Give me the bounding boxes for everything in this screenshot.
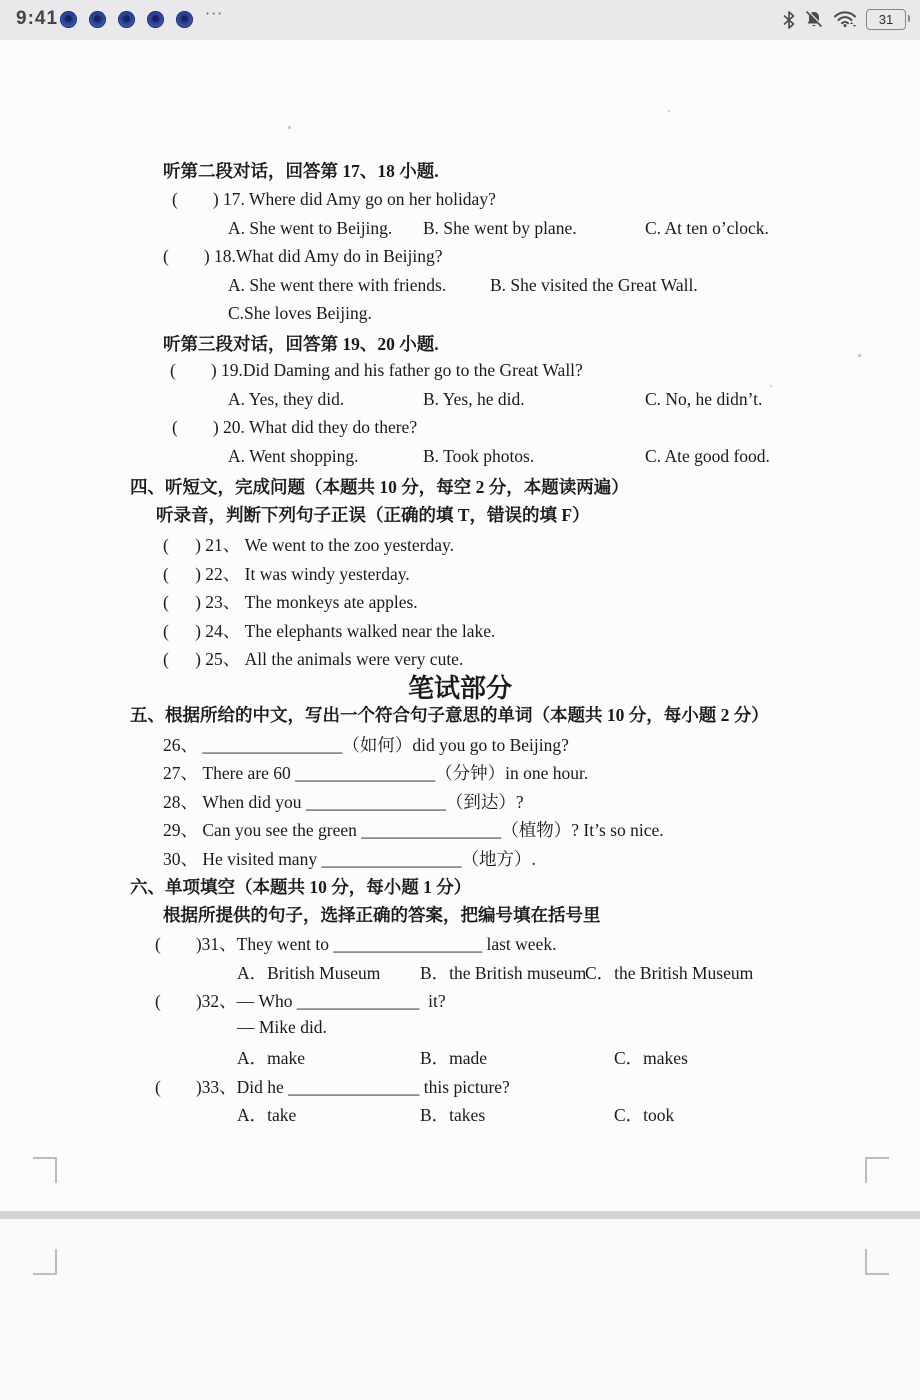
battery-level: 31	[878, 12, 894, 27]
doc-text: 28、 When did you ________________（到达）?	[163, 792, 524, 812]
doc-line	[0, 1102, 920, 1128]
doc-line	[0, 931, 920, 957]
doc-line	[0, 846, 920, 872]
app-notification-icon	[118, 11, 135, 28]
doc-text: 六、单项填空（本题共 10 分，每小题 1 分）	[130, 877, 472, 897]
doc-line	[0, 303, 920, 329]
doc-line	[0, 732, 920, 758]
doc-line	[0, 874, 920, 900]
doc-text: ( )31、They went to _________________ last week.	[155, 934, 557, 954]
doc-text: ( )32、— Who ______________ it?	[155, 991, 446, 1011]
doc-line	[0, 189, 920, 215]
crop-mark-bottom-left	[33, 1249, 57, 1275]
crop-mark-bottom-right	[865, 1249, 889, 1275]
doc-line	[0, 988, 920, 1014]
doc-line	[0, 502, 920, 528]
doc-text: ( ) 20. What did they do there?	[172, 417, 418, 437]
doc-text: 27、 There are 60 ________________（分钟）in one hour.	[163, 763, 589, 783]
doc-text: B. Took photos.	[423, 446, 535, 466]
doc-text: A. She went to Beijing.	[228, 218, 393, 238]
doc-text: A．take	[237, 1105, 297, 1125]
status-indicators	[783, 9, 906, 30]
app-notification-icon	[89, 11, 106, 28]
doc-text: 根据所提供的句子，选择正确的答案，把编号填在括号里	[163, 905, 601, 925]
doc-text: 五、根据所给的中文，写出一个符合句子意思的单词（本题共 10 分，每小题 2 分）	[130, 705, 769, 725]
doc-line	[0, 668, 920, 703]
doc-line	[0, 474, 920, 500]
doc-text: 30、 He visited many ________________（地方）.	[163, 849, 536, 869]
doc-text: B．the British museum	[420, 963, 587, 983]
doc-text: ( ) 18.What did Amy do in Beijing?	[163, 246, 443, 266]
doc-text: 听第三段对话，回答第 19、20 小题.	[163, 334, 439, 354]
notification-icons	[60, 11, 205, 28]
status-bar	[0, 0, 920, 40]
crop-mark-top-right	[865, 1157, 889, 1183]
doc-text: A．British Museum	[237, 963, 381, 983]
doc-text: 听第二段对话，回答第 17、18 小题.	[163, 161, 439, 181]
app-notification-icon	[60, 11, 77, 28]
doc-text: 笔试部分	[407, 674, 512, 703]
doc-text: A. She went there with friends.	[228, 275, 447, 295]
scan-noise-dot	[858, 354, 861, 357]
crop-mark-top-left	[33, 1157, 57, 1183]
doc-text: 26、 ________________（如何）did you go to Beijing?	[163, 735, 569, 755]
doc-line	[0, 218, 920, 244]
app-notification-icon	[147, 11, 164, 28]
doc-line	[0, 389, 920, 415]
app-notification-icon	[176, 11, 193, 28]
doc-line	[0, 331, 920, 357]
doc-text: ( ) 24、 The elephants walked near the lake.	[163, 621, 496, 641]
doc-text: ( ) 17. Where did Amy go on her holiday?	[172, 189, 496, 209]
doc-text: A. Yes, they did.	[228, 389, 345, 409]
doc-text: A．make	[237, 1048, 306, 1068]
doc-line	[0, 158, 920, 184]
doc-line	[0, 789, 920, 815]
doc-line	[0, 417, 920, 443]
doc-text: 听录音，判断下列句子正误（正确的填 T，错误的填 F）	[156, 505, 590, 525]
doc-text: B．made	[420, 1048, 488, 1068]
doc-text: B. She visited the Great Wall.	[490, 275, 698, 295]
doc-text: C. At ten o’clock.	[645, 218, 769, 238]
doc-text: B. She went by plane.	[423, 218, 577, 238]
doc-line	[0, 360, 920, 386]
doc-line	[0, 1045, 920, 1071]
doc-text: A. Went shopping.	[228, 446, 359, 466]
doc-line	[0, 702, 920, 728]
doc-line	[0, 246, 920, 272]
scan-noise-dot	[770, 385, 772, 387]
doc-line	[0, 817, 920, 843]
exam-document-page	[0, 40, 920, 1215]
doc-text: B. Yes, he did.	[423, 389, 525, 409]
doc-text: 29、 Can you see the green ________________（植物）? It’s so nice.	[163, 820, 664, 840]
doc-text: 四、听短文，完成问题（本题共 10 分，每空 2 分，本题读两遍）	[130, 477, 629, 497]
doc-text: C．the British Museum	[585, 963, 754, 983]
next-page-top	[0, 1219, 920, 1400]
doc-line	[0, 275, 920, 301]
clock-time: 9:41	[16, 8, 59, 29]
doc-line	[0, 618, 920, 644]
doc-line	[0, 589, 920, 615]
doc-text: C．took	[614, 1105, 675, 1125]
scan-noise-dot	[668, 110, 670, 112]
doc-text: — Mike did.	[237, 1017, 327, 1037]
more-notifications-icon: ···	[205, 4, 224, 23]
mute-icon	[804, 10, 824, 29]
doc-text: ( )33、Did he _______________ this picture?	[155, 1077, 510, 1097]
doc-text: ( ) 21、 We went to the zoo yesterday.	[163, 535, 454, 555]
doc-text: ( ) 23、 The monkeys ate apples.	[163, 592, 418, 612]
doc-line	[0, 1074, 920, 1100]
doc-line	[0, 561, 920, 587]
doc-text: C．makes	[614, 1048, 688, 1068]
scan-noise-dot	[288, 126, 291, 129]
doc-line	[0, 446, 920, 472]
bluetooth-icon	[783, 11, 795, 29]
doc-text: B．takes	[420, 1105, 486, 1125]
battery-icon	[866, 9, 906, 30]
wifi-icon	[833, 10, 857, 29]
doc-line	[0, 960, 920, 986]
doc-text: ( ) 22、 It was windy yesterday.	[163, 564, 410, 584]
doc-line	[0, 1017, 920, 1043]
doc-line	[0, 902, 920, 928]
doc-line	[0, 760, 920, 786]
doc-text: C. Ate good food.	[645, 446, 770, 466]
doc-line	[0, 532, 920, 558]
doc-text: C.She loves Beijing.	[228, 303, 372, 323]
page-gap-separator	[0, 1211, 920, 1219]
doc-text: ( ) 19.Did Daming and his father go to the Great Wall?	[170, 360, 583, 380]
doc-text: ( ) 25、 All the animals were very cute.	[163, 649, 464, 669]
doc-text: C. No, he didn’t.	[645, 389, 763, 409]
